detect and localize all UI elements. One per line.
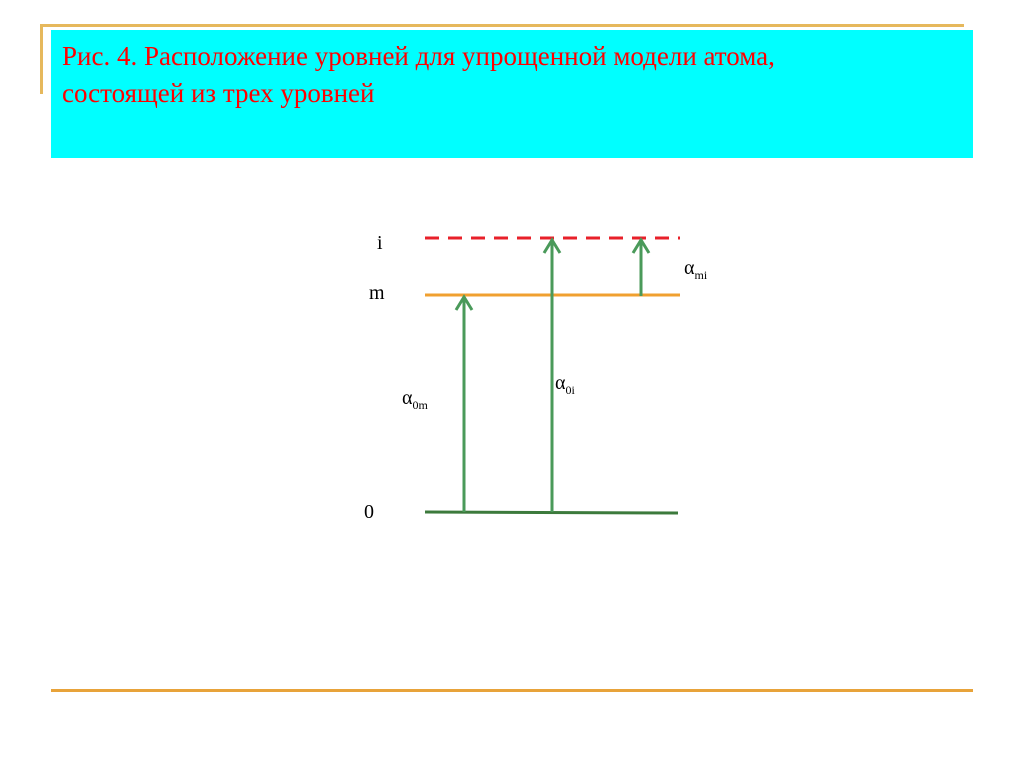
subscript-0m: 0m [412,398,428,412]
transition-label-mi [684,257,708,282]
transition-label-0m [402,387,428,412]
level-m-label: m [369,282,385,304]
transition-label-0i [555,372,575,397]
level-0-line [425,512,678,513]
level-0-label: 0 [364,501,374,523]
bottom-rule [51,689,973,692]
title-line-1: Рис. 4. Расположение уровней для упрощенной модели атома, [62,41,775,71]
subscript-mi: mi [694,268,708,282]
arrow-m-to-i [633,240,649,296]
alpha-symbol: α [684,257,695,279]
alpha-symbol: α [402,387,413,409]
title-line-2: состоящей из трех уровней [62,78,375,108]
alpha-symbol: α [555,372,566,394]
arrow-0-to-m [456,297,472,512]
level-i-label: i [377,232,383,254]
subscript-0i: 0i [565,383,575,397]
